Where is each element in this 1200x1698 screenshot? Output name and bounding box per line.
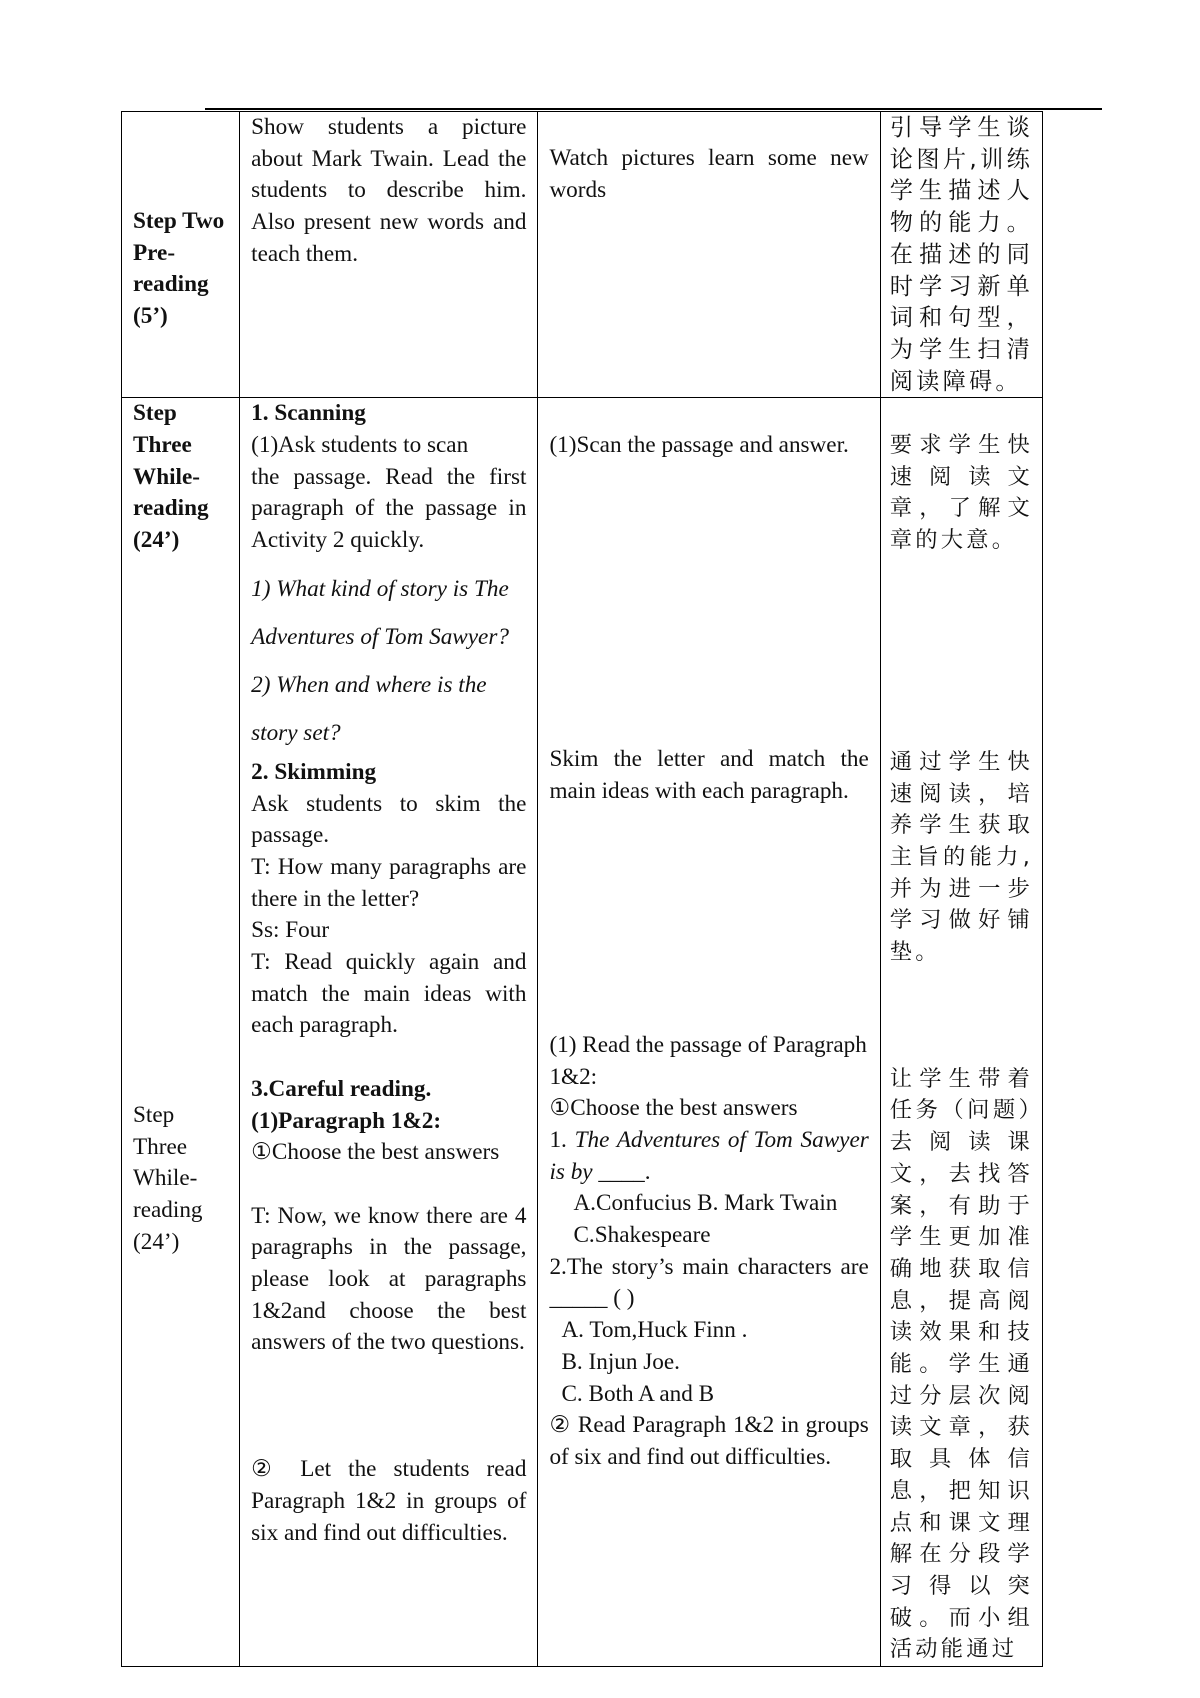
careful-question-2: 2.The story’s main characters are _____ ( ) [549, 1253, 869, 1312]
step-cell-whilereading [122, 398, 240, 1667]
header-rule [205, 108, 1102, 110]
book-title: The Adventures of Tom Sawyer is by [549, 1126, 869, 1185]
careful-q1-options-2: C.Shakespeare [573, 1222, 711, 1249]
scanning-purpose: 要求学生快速阅读文章，了解文章的大意。 [889, 432, 1033, 554]
skimming-teacher-instruction: T: Read quickly again and match the main ideas with each paragraph. [251, 949, 527, 1039]
step-label: reading [133, 495, 209, 522]
step-label: Step [133, 400, 177, 427]
skimming-task: Ask students to skim the passage. [251, 790, 527, 849]
table-row-prereading [122, 112, 1043, 398]
step-label: Pre- [133, 239, 176, 266]
skimming-student-text: Skim the letter and match the main ideas with each paragraph. [549, 746, 869, 805]
student-activity-whilereading [538, 398, 880, 1667]
table-row-whilereading [122, 398, 1043, 1667]
step-label: Three [133, 432, 192, 459]
careful-q2-option-c: C. Both A and B [561, 1380, 715, 1407]
careful-student-read: (1) Read the passage of Paragraph 1&2: [549, 1031, 867, 1090]
skimming-purpose: 通过学生快速阅读，培养学生获取主旨的能力,并为进一步学习做好铺垫。 [889, 748, 1033, 966]
careful-student-groups: ② Read Paragraph 1&2 in groups of six and find out difficulties. [549, 1412, 869, 1470]
step-label-plain: (24’) [133, 1228, 180, 1255]
scanning-question-1b: Adventures of Tom Sawyer? [251, 623, 509, 650]
student-activity-prereading [538, 112, 880, 398]
step-label: reading [133, 271, 209, 298]
step-label: While- [133, 463, 200, 490]
careful-student-choose: ①Choose the best answers [549, 1095, 798, 1122]
careful-q2-option-a: A. Tom,Huck Finn . [561, 1317, 748, 1344]
scanning-question-1a: 1) What kind of story is The [251, 575, 509, 602]
skimming-teacher-question: T: How many paragraphs are there in the letter? [251, 853, 527, 912]
scanning-question-2b: story set? [251, 719, 341, 746]
careful-heading: 3.Careful reading. [251, 1075, 432, 1102]
skimming-heading: 2. Skimming [251, 758, 377, 785]
teacher-activity-prereading: Show students a picture about Mark Twain. Lead the students to describe him. Also present new words and teach them. [240, 112, 538, 398]
careful-let-read: ② Let the students read Paragraph 1&2 in groups of six and find out difficulties. [251, 1456, 527, 1546]
step-label-plain: Step [133, 1101, 175, 1128]
scanning-question-2a: 2) When and where is the [251, 671, 487, 698]
skimming-students-answer: Ss: Four [251, 917, 330, 944]
careful-subheading: (1)Paragraph 1&2: [251, 1107, 442, 1134]
step-label: (5’) [133, 303, 168, 330]
careful-purpose: 让学生带着任务（问题）去阅读课文，去找答案，有助于学生更加准确地获取信息，提高阅读效果和技能。学生通过分层次阅读文章，获取具体信息，把知识点和课文理解在分段学习得以突破。而小组活动能通过 [889, 1065, 1033, 1663]
careful-q1-options-1: A.Confucius B. Mark Twain [573, 1190, 838, 1217]
careful-teacher-note: T: Now, we know there are 4 paragraphs in the passage, please look at paragraphs 1&2and choose the best answers of the two questions. [251, 1202, 527, 1356]
step-label-plain: While- [133, 1165, 198, 1192]
step-label-plain: Three [133, 1133, 188, 1160]
purpose-whilereading [880, 398, 1042, 1667]
scanning-student-text: (1)Scan the passage and answer. [549, 432, 849, 459]
purpose-prereading: 引导学生谈论图片,训练学生描述人物的能力。在描述的同时学习新单词和句型，为学生扫清阅读障碍。 [880, 112, 1042, 398]
careful-choose: ①Choose the best answers [251, 1139, 500, 1166]
step-cell-prereading [122, 112, 240, 398]
scanning-task-text: the passage. Read the first paragraph of the passage in Activity 2 quickly. [251, 463, 527, 554]
teacher-activity-whilereading [240, 398, 538, 1667]
careful-question-1: 1. The Adventures of Tom Sawyer is by ____. [549, 1126, 869, 1185]
step-label: (24’) [133, 527, 180, 554]
scanning-task-line: (1)Ask students to scan [251, 432, 469, 459]
lesson-plan-table [121, 111, 1043, 1667]
step-label-plain: reading [133, 1196, 203, 1223]
careful-q2-option-b: B. Injun Joe. [561, 1348, 680, 1375]
step-label: Step Two [133, 208, 225, 234]
scanning-heading: 1. Scanning [251, 400, 366, 427]
student-text: Watch pictures learn some new words [549, 145, 869, 203]
